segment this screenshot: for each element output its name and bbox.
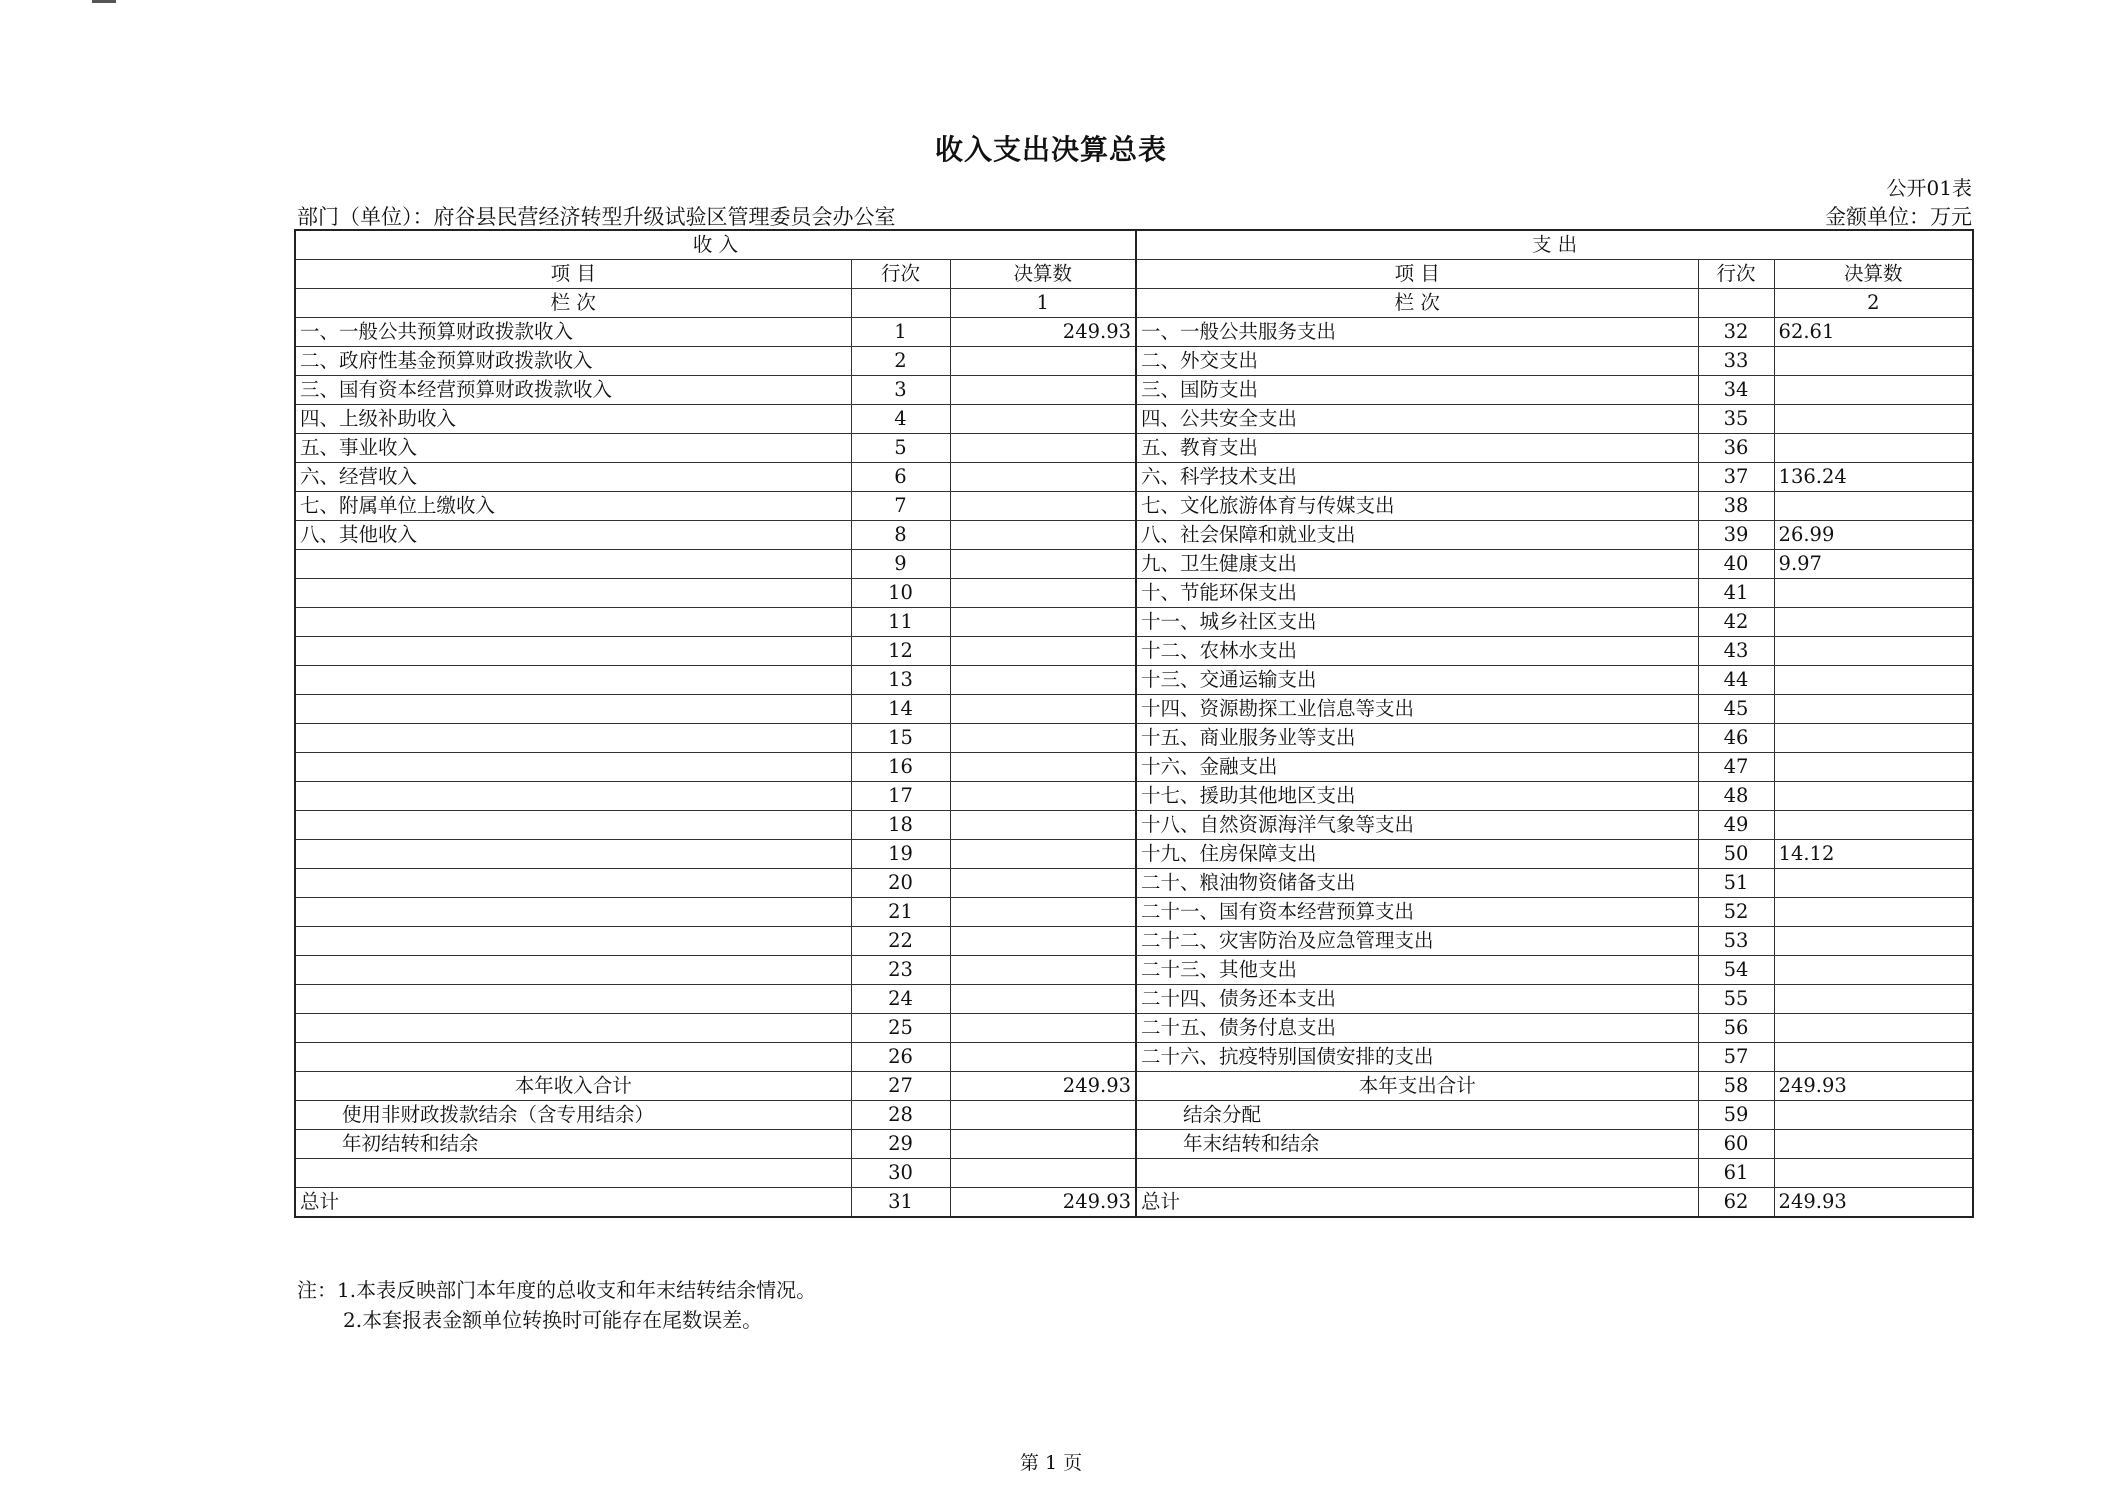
income-amount-cell <box>950 492 1136 521</box>
income-line-cell: 15 <box>851 724 950 753</box>
income-amount-cell <box>950 956 1136 985</box>
income-amount-cell <box>950 376 1136 405</box>
income-item-cell <box>295 985 851 1014</box>
income-lanci-label: 栏 次 <box>295 289 851 318</box>
income-amount-cell <box>950 811 1136 840</box>
expense-amount-cell <box>1774 1043 1973 1072</box>
expense-amount-cell <box>1774 1159 1973 1188</box>
note-line-2: 2.本套报表金额单位转换时可能存在尾数误差。 <box>343 1308 763 1332</box>
table-row <box>295 898 1973 927</box>
income-item-cell: 八、其他收入 <box>295 521 851 550</box>
table-row <box>295 550 1973 579</box>
income-amount-cell <box>950 579 1136 608</box>
income-amount-cell <box>950 347 1136 376</box>
expense-line-cell: 41 <box>1698 579 1774 608</box>
expense-line-cell: 36 <box>1698 434 1774 463</box>
income-item-cell: 二、政府性基金预算财政拨款收入 <box>295 347 851 376</box>
expense-amount-cell <box>1774 956 1973 985</box>
expense-amount-cell <box>1774 666 1973 695</box>
expense-line-cell: 53 <box>1698 927 1774 956</box>
expense-line-cell: 56 <box>1698 1014 1774 1043</box>
table-row <box>295 318 1973 347</box>
expense-amount-cell <box>1774 927 1973 956</box>
table-row <box>295 956 1973 985</box>
income-item-cell <box>295 840 851 869</box>
income-line-cell: 5 <box>851 434 950 463</box>
expense-line-cell: 34 <box>1698 376 1774 405</box>
income-line-cell: 16 <box>851 753 950 782</box>
expense-item-cell: 二十三、其他支出 <box>1136 956 1698 985</box>
expense-amount-cell: 136.24 <box>1774 463 1973 492</box>
table-row <box>295 695 1973 724</box>
expense-amount-cell <box>1774 985 1973 1014</box>
income-amount-cell <box>950 898 1136 927</box>
expense-amount-cell <box>1774 869 1973 898</box>
expense-item-cell: 十三、交通运输支出 <box>1136 666 1698 695</box>
table-row <box>295 637 1973 666</box>
expense-amount-cell <box>1774 1101 1973 1130</box>
income-amount-cell <box>950 550 1136 579</box>
income-item-cell <box>295 753 851 782</box>
income-line-cell: 26 <box>851 1043 950 1072</box>
table-row <box>295 753 1973 782</box>
table-row <box>295 608 1973 637</box>
income-item-cell <box>295 550 851 579</box>
expense-line-cell: 52 <box>1698 898 1774 927</box>
expense-amount-cell: 62.61 <box>1774 318 1973 347</box>
expense-item-cell: 三、国防支出 <box>1136 376 1698 405</box>
income-lanci-number: 1 <box>950 289 1136 318</box>
carryover-row <box>295 1130 1973 1159</box>
expense-item-cell: 总计 <box>1136 1188 1698 1218</box>
expense-line-cell: 57 <box>1698 1043 1774 1072</box>
expense-item-header: 项 目 <box>1136 260 1698 289</box>
expense-item-cell: 十七、援助其他地区支出 <box>1136 782 1698 811</box>
table-row <box>295 840 1973 869</box>
income-line-header: 行次 <box>851 260 950 289</box>
income-amount-cell <box>950 1130 1136 1159</box>
expense-line-cell: 55 <box>1698 985 1774 1014</box>
income-line-cell: 17 <box>851 782 950 811</box>
income-line-cell: 10 <box>851 579 950 608</box>
expense-line-cell: 33 <box>1698 347 1774 376</box>
income-item-cell <box>295 695 851 724</box>
expense-line-cell: 40 <box>1698 550 1774 579</box>
expense-amount-header: 决算数 <box>1774 260 1973 289</box>
income-item-cell: 四、上级补助收入 <box>295 405 851 434</box>
income-line-cell: 24 <box>851 985 950 1014</box>
expense-item-cell: 十一、城乡社区支出 <box>1136 608 1698 637</box>
income-line-cell: 2 <box>851 347 950 376</box>
expense-item-cell: 十六、金融支出 <box>1136 753 1698 782</box>
page-number: 第 1 页 <box>1019 1452 1083 1474</box>
income-line-cell: 13 <box>851 666 950 695</box>
expense-line-cell: 60 <box>1698 1130 1774 1159</box>
expense-lanci-blank <box>1698 289 1774 318</box>
income-item-cell: 使用非财政拨款结余（含专用结余） <box>295 1101 851 1130</box>
income-line-cell: 9 <box>851 550 950 579</box>
income-line-cell: 27 <box>851 1072 950 1101</box>
table-row <box>295 405 1973 434</box>
expense-amount-cell <box>1774 898 1973 927</box>
income-item-cell <box>295 898 851 927</box>
expense-line-cell: 51 <box>1698 869 1774 898</box>
expense-line-cell: 44 <box>1698 666 1774 695</box>
table-row <box>295 434 1973 463</box>
expense-amount-cell <box>1774 434 1973 463</box>
expense-amount-cell: 14.12 <box>1774 840 1973 869</box>
income-amount-cell <box>950 782 1136 811</box>
expense-amount-cell <box>1774 637 1973 666</box>
expense-item-cell: 十二、农林水支出 <box>1136 637 1698 666</box>
income-item-cell <box>295 579 851 608</box>
income-line-cell: 30 <box>851 1159 950 1188</box>
expense-amount-cell <box>1774 579 1973 608</box>
department-label: 部门（单位）：府谷县民营经济转型升级试验区管理委员会办公室 <box>297 205 896 229</box>
expense-item-cell <box>1136 1159 1698 1188</box>
expense-item-cell: 十四、资源勘探工业信息等支出 <box>1136 695 1698 724</box>
income-section-header: 收 入 <box>295 230 1136 260</box>
expense-line-cell: 42 <box>1698 608 1774 637</box>
income-amount-cell <box>950 1043 1136 1072</box>
expense-amount-cell <box>1774 724 1973 753</box>
income-item-cell <box>295 869 851 898</box>
expense-item-cell: 二十一、国有资本经营预算支出 <box>1136 898 1698 927</box>
subtotal-row <box>295 1072 1973 1101</box>
income-line-cell: 20 <box>851 869 950 898</box>
table-row <box>295 1014 1973 1043</box>
column-index-row <box>295 289 1973 318</box>
income-amount-cell: 249.93 <box>950 1072 1136 1101</box>
expense-item-cell: 十九、住房保障支出 <box>1136 840 1698 869</box>
expense-line-header: 行次 <box>1698 260 1774 289</box>
expense-item-cell: 二、外交支出 <box>1136 347 1698 376</box>
expense-item-cell: 十五、商业服务业等支出 <box>1136 724 1698 753</box>
expense-line-cell: 54 <box>1698 956 1774 985</box>
income-amount-cell <box>950 637 1136 666</box>
table-row <box>295 1043 1973 1072</box>
expense-amount-cell: 249.93 <box>1774 1072 1973 1101</box>
table-row <box>295 927 1973 956</box>
expense-line-cell: 62 <box>1698 1188 1774 1218</box>
income-line-cell: 4 <box>851 405 950 434</box>
expense-line-cell: 45 <box>1698 695 1774 724</box>
income-item-cell <box>295 1159 851 1188</box>
expense-item-cell: 九、卫生健康支出 <box>1136 550 1698 579</box>
expense-amount-cell <box>1774 782 1973 811</box>
income-amount-cell <box>950 1014 1136 1043</box>
table-row <box>295 376 1973 405</box>
expense-item-cell: 二十二、灾害防治及应急管理支出 <box>1136 927 1698 956</box>
table-row <box>295 869 1973 898</box>
income-item-cell <box>295 782 851 811</box>
expense-item-cell: 四、公共安全支出 <box>1136 405 1698 434</box>
income-item-cell <box>295 1043 851 1072</box>
income-item-cell: 本年收入合计 <box>295 1072 851 1101</box>
income-item-cell <box>295 1014 851 1043</box>
expense-line-cell: 61 <box>1698 1159 1774 1188</box>
income-line-cell: 6 <box>851 463 950 492</box>
expense-line-cell: 58 <box>1698 1072 1774 1101</box>
income-amount-cell <box>950 985 1136 1014</box>
income-amount-cell <box>950 1101 1136 1130</box>
income-amount-cell <box>950 1159 1136 1188</box>
expense-line-cell: 32 <box>1698 318 1774 347</box>
table-row <box>295 463 1973 492</box>
income-item-cell <box>295 666 851 695</box>
table-row <box>295 492 1973 521</box>
carryover-row <box>295 1159 1973 1188</box>
form-code: 公开01表 <box>1886 176 1972 200</box>
expense-item-cell: 十八、自然资源海洋气象等支出 <box>1136 811 1698 840</box>
income-item-cell <box>295 956 851 985</box>
expense-line-cell: 43 <box>1698 637 1774 666</box>
table-row <box>295 347 1973 376</box>
table-row <box>295 782 1973 811</box>
income-amount-cell <box>950 724 1136 753</box>
expense-amount-cell: 249.93 <box>1774 1188 1973 1218</box>
income-amount-cell <box>950 695 1136 724</box>
income-amount-cell <box>950 434 1136 463</box>
income-line-cell: 18 <box>851 811 950 840</box>
income-item-cell <box>295 927 851 956</box>
expense-item-cell: 本年支出合计 <box>1136 1072 1698 1101</box>
expense-line-cell: 48 <box>1698 782 1774 811</box>
income-line-cell: 19 <box>851 840 950 869</box>
expense-section-header: 支 出 <box>1136 230 1973 260</box>
income-amount-cell <box>950 405 1136 434</box>
income-item-cell: 三、国有资本经营预算财政拨款收入 <box>295 376 851 405</box>
section-header-row <box>295 230 1973 260</box>
table-row <box>295 811 1973 840</box>
income-line-cell: 7 <box>851 492 950 521</box>
expense-amount-cell <box>1774 347 1973 376</box>
expense-amount-cell <box>1774 405 1973 434</box>
income-amount-cell <box>950 608 1136 637</box>
income-line-cell: 11 <box>851 608 950 637</box>
expense-lanci-number: 2 <box>1774 289 1973 318</box>
expense-item-cell: 八、社会保障和就业支出 <box>1136 521 1698 550</box>
expense-item-cell: 五、教育支出 <box>1136 434 1698 463</box>
amount-unit: 金额单位：万元 <box>1825 205 1972 229</box>
expense-line-cell: 37 <box>1698 463 1774 492</box>
table-row <box>295 724 1973 753</box>
income-item-cell: 总计 <box>295 1188 851 1218</box>
income-amount-cell <box>950 840 1136 869</box>
income-line-cell: 21 <box>851 898 950 927</box>
expense-line-cell: 59 <box>1698 1101 1774 1130</box>
income-item-cell: 六、经营收入 <box>295 463 851 492</box>
table-row <box>295 985 1973 1014</box>
expense-lanci-label: 栏 次 <box>1136 289 1698 318</box>
expense-line-cell: 50 <box>1698 840 1774 869</box>
income-item-header: 项 目 <box>295 260 851 289</box>
income-amount-cell <box>950 927 1136 956</box>
income-amount-cell <box>950 869 1136 898</box>
expense-amount-cell <box>1774 1130 1973 1159</box>
income-item-cell <box>295 724 851 753</box>
expense-item-cell: 二十五、债务付息支出 <box>1136 1014 1698 1043</box>
income-line-cell: 1 <box>851 318 950 347</box>
expense-item-cell: 二十、粮油物资储备支出 <box>1136 869 1698 898</box>
income-line-cell: 29 <box>851 1130 950 1159</box>
income-line-cell: 23 <box>851 956 950 985</box>
expense-amount-cell: 9.97 <box>1774 550 1973 579</box>
income-amount-header: 决算数 <box>950 260 1136 289</box>
income-line-cell: 25 <box>851 1014 950 1043</box>
expense-item-cell: 年末结转和结余 <box>1136 1130 1698 1159</box>
income-item-cell <box>295 608 851 637</box>
income-line-cell: 28 <box>851 1101 950 1130</box>
expense-item-cell: 结余分配 <box>1136 1101 1698 1130</box>
expense-item-cell: 二十六、抗疫特别国债安排的支出 <box>1136 1043 1698 1072</box>
income-line-cell: 8 <box>851 521 950 550</box>
income-expense-table <box>294 229 1974 1218</box>
expense-line-cell: 46 <box>1698 724 1774 753</box>
carryover-row <box>295 1101 1973 1130</box>
expense-amount-cell <box>1774 1014 1973 1043</box>
expense-amount-cell <box>1774 753 1973 782</box>
expense-amount-cell <box>1774 608 1973 637</box>
expense-amount-cell <box>1774 811 1973 840</box>
expense-item-cell: 十、节能环保支出 <box>1136 579 1698 608</box>
expense-item-cell: 一、一般公共服务支出 <box>1136 318 1698 347</box>
table-row <box>295 666 1973 695</box>
expense-amount-cell <box>1774 492 1973 521</box>
income-line-cell: 3 <box>851 376 950 405</box>
income-item-cell: 七、附属单位上缴收入 <box>295 492 851 521</box>
income-item-cell: 一、一般公共预算财政拨款收入 <box>295 318 851 347</box>
income-item-cell <box>295 811 851 840</box>
income-line-cell: 31 <box>851 1188 950 1218</box>
income-amount-cell: 249.93 <box>950 1188 1136 1218</box>
notes <box>297 1275 816 1335</box>
total-row <box>295 1188 1973 1218</box>
income-item-cell: 五、事业收入 <box>295 434 851 463</box>
expense-line-cell: 47 <box>1698 753 1774 782</box>
expense-item-cell: 二十四、债务还本支出 <box>1136 985 1698 1014</box>
expense-amount-cell: 26.99 <box>1774 521 1973 550</box>
income-item-cell: 年初结转和结余 <box>295 1130 851 1159</box>
income-item-cell <box>295 637 851 666</box>
expense-line-cell: 39 <box>1698 521 1774 550</box>
income-amount-cell: 249.93 <box>950 318 1136 347</box>
table-row <box>295 521 1973 550</box>
column-header-row <box>295 260 1973 289</box>
income-amount-cell <box>950 463 1136 492</box>
income-amount-cell <box>950 666 1136 695</box>
expense-item-cell: 七、文化旅游体育与传媒支出 <box>1136 492 1698 521</box>
page-title: 收入支出决算总表 <box>934 133 1167 166</box>
scan-corner-mark <box>92 0 116 3</box>
expense-line-cell: 38 <box>1698 492 1774 521</box>
income-amount-cell <box>950 521 1136 550</box>
income-lanci-blank <box>851 289 950 318</box>
note-line-1: 注：1.本表反映部门本年度的总收支和年末结转结余情况。 <box>297 1278 817 1302</box>
expense-amount-cell <box>1774 376 1973 405</box>
table-row <box>295 579 1973 608</box>
income-line-cell: 12 <box>851 637 950 666</box>
income-amount-cell <box>950 753 1136 782</box>
expense-amount-cell <box>1774 695 1973 724</box>
income-line-cell: 22 <box>851 927 950 956</box>
income-line-cell: 14 <box>851 695 950 724</box>
expense-line-cell: 35 <box>1698 405 1774 434</box>
expense-item-cell: 六、科学技术支出 <box>1136 463 1698 492</box>
expense-line-cell: 49 <box>1698 811 1774 840</box>
